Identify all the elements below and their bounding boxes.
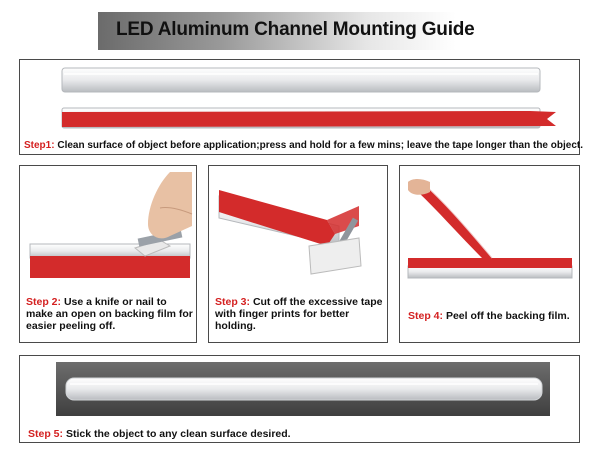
step-2-text: Use a knife or nail to make an open on backing film for easier peeling off. — [26, 296, 193, 332]
step-5-text: Stick the object to any clean surface desired. — [65, 428, 291, 440]
step-1-text: Clean surface of object before application;press and hold for a few mins; leave the tape longer than the object. — [57, 140, 583, 151]
step-1-caption — [24, 140, 583, 152]
red-tape — [30, 256, 190, 278]
step-4-label: Step 4: — [408, 310, 444, 322]
step-4-panel — [399, 165, 580, 343]
step-3-text: Cut off the excessive tape with finger prints for better holding. — [215, 296, 383, 332]
step-5-label: Step 5: — [28, 428, 64, 440]
step-3-illustration — [209, 166, 386, 286]
mounted-channel — [66, 378, 542, 400]
step-4-illustration — [400, 166, 578, 286]
step-2-label: Step 2: — [26, 296, 62, 308]
step-3-panel — [208, 165, 388, 343]
step-2-panel — [19, 165, 197, 343]
hand — [148, 172, 192, 238]
step-4-caption — [408, 310, 576, 322]
red-tape — [62, 111, 556, 127]
step-4-text: Peel off the backing film. — [445, 310, 570, 322]
step-1-label: Step1: — [24, 140, 55, 151]
step-3-label: Step 3: — [215, 296, 251, 308]
step-1-panel — [19, 59, 583, 155]
page-title: LED Aluminum Channel Mounting Guide — [116, 19, 475, 40]
title-banner — [98, 12, 475, 50]
step-2-caption — [26, 296, 194, 332]
red-tape — [408, 258, 572, 268]
channel-top — [62, 68, 540, 92]
peeled-film — [418, 186, 492, 258]
hand — [408, 179, 430, 195]
step-1-illustration — [20, 60, 578, 132]
step-5-illustration — [20, 356, 578, 418]
step-5-caption — [28, 428, 568, 440]
step-3-caption — [215, 296, 385, 332]
step-2-illustration — [20, 166, 195, 286]
step-5-panel — [19, 355, 580, 443]
